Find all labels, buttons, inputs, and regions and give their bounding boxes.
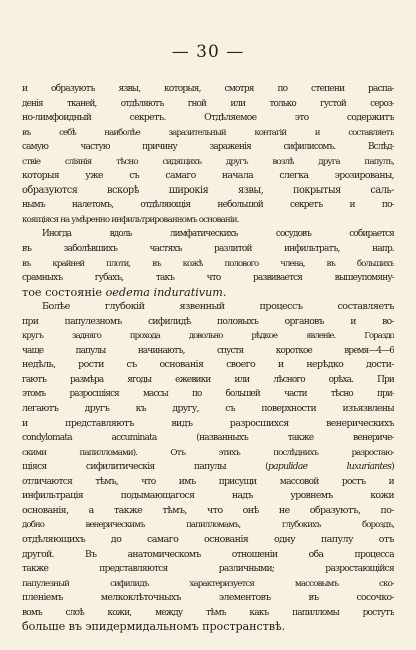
text-line: при папулезномъ сифилидѣ половыхъ органовъ и во- (22, 315, 394, 327)
text-line: отличаются тѣмъ, что имъ присущи массовой ростъ и (22, 476, 394, 487)
text-line: въ себѣ наиболѣе заразительный контагій и составляетъ (22, 127, 394, 138)
text-line: нымъ налетомъ, отдѣляющія небольшой секретъ и по- (22, 200, 394, 211)
text-line: другой. Въ анатомическомъ отношеніи оба процесса (22, 548, 394, 560)
text-line: денія тканей, отдѣляютъ гной или только густой сероз- (22, 98, 394, 109)
text-line: condylomata accuminata (названныхъ также венериче- (22, 433, 394, 444)
text-line: больше въ эпидермидальномъ пространствѣ. (22, 620, 286, 634)
text-line: которыя уже съ самаго начала слегка эрозированы, (22, 170, 394, 182)
text-line-start: тое состоянiе (22, 285, 106, 299)
text-line: отдѣляющихъ до самаго основанія одну папулу отъ (22, 533, 394, 545)
latin-term: papulidae luxuriantes (268, 461, 392, 473)
text-line: образуются вскорѣ широкія язвы, покрытыя саль- (22, 184, 394, 196)
text-line: пленіемъ мелкоклѣточныхъ элементовъ въ сосочко- (22, 592, 394, 604)
text-line: чаще папулы начинаютъ, спустя короткое время—4—6 (22, 345, 394, 356)
text-line: Болѣе глубокій язвенный процессъ составляетъ (42, 301, 394, 313)
text-line: коящiяся на умѣренно инфильтрированномъ основанiи. (22, 214, 239, 225)
text-line: Иногда вдоль лимфатическихъ сосудовъ собирается (42, 229, 394, 240)
text-line: и образуютъ язвы, которыя, смотря по степени распа- (22, 84, 394, 94)
text-line (22, 286, 394, 301)
text-line: недѣль, рости съ основанія своего и нерѣдко дости- (22, 359, 394, 371)
text-line: гаютъ размѣра ягоды ежевики или лѣсного орѣха. При (22, 374, 394, 385)
text-line: папулезный сифилидъ характеризуется массовымъ ско- (22, 578, 394, 589)
text-line: но-лимфоидный секретъ. Отдѣляемое это содержитъ (22, 112, 394, 124)
text-line: этомъ разросшіяся массы по большей части тѣсно при- (22, 389, 394, 400)
text-line: добно венерическимъ папилломамъ, глубокихъ бороздъ, (22, 520, 394, 531)
body-text (22, 82, 394, 635)
text-line (22, 460, 394, 475)
text-line-end: ) (391, 461, 394, 473)
text-line-end: . (222, 285, 227, 299)
text-line: и представляютъ видъ разросшихся венерическихъ (22, 417, 394, 429)
text-line: скими папилломами). Отъ этихъ послѣднихъ разростаю- (22, 447, 394, 458)
text-line: въ крайней плоти, въ кожѣ полового члена, въ большихъ (22, 258, 394, 269)
text-line-start: щіяся сифилитическія папулы ( (22, 461, 269, 473)
text-line: инфильтрація подымающагося надъ уровнемъ кожи (22, 490, 394, 502)
text-line: кругъ задняго прохода довольно рѣдкое явленіе. Гораздо (22, 331, 394, 342)
text-line: ствіе слiянія тѣсно сидящихъ другъ возлѣ друга папулъ, (22, 156, 394, 167)
text-line: въ заболѣвшихъ частяхъ разлитой инфильтратъ, напр. (22, 244, 394, 255)
page-number: — 30 — (171, 42, 245, 62)
text-line: основанія, а также тѣмъ, что онѣ не образуютъ, по- (22, 504, 394, 516)
text-line: срамныхъ губахъ, такъ что развивается вышеупомяну- (22, 273, 394, 284)
text-line: легаютъ другъ къ другу, съ поверхности изъязвлены (22, 403, 394, 415)
latin-term: oedema indurativum (105, 285, 223, 299)
text-line: также представляются различными; разростающійся (22, 564, 394, 575)
text-line: самую частую причину зараженія сифилисомъ. Вслѣд- (22, 142, 394, 153)
text-line: вомъ слоѣ кожи, между тѣмъ какъ папилломы ростутъ (22, 607, 394, 618)
